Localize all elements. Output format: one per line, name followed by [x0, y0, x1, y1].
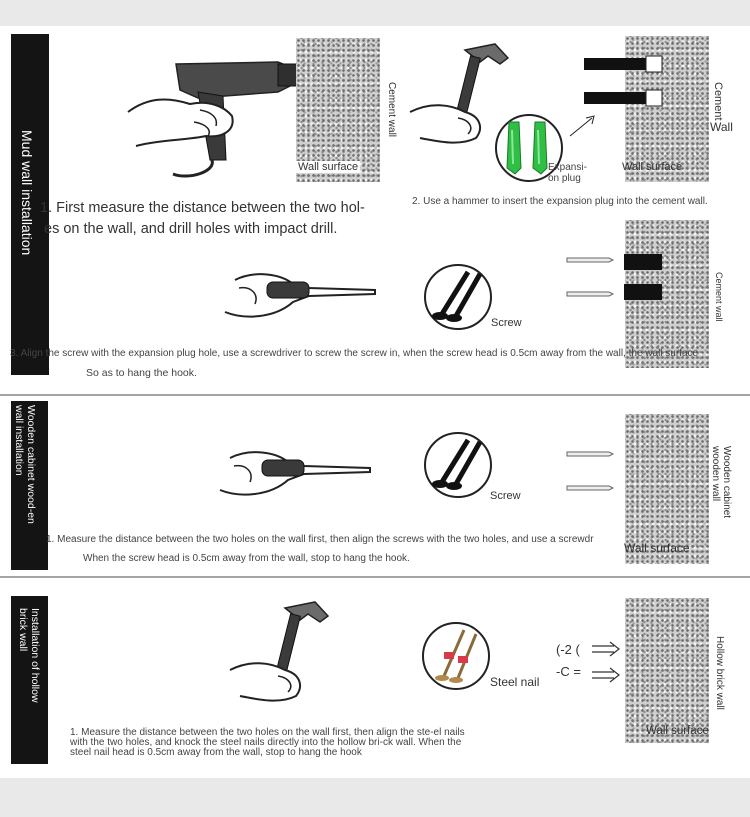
section2-caption2: When the screw head is 0.5cm away from the wall, stop to hang the hook.: [83, 553, 410, 564]
section2-wall-label: Wooden cabinet wooden wall: [710, 446, 732, 519]
screw-side-illustration-2: [565, 446, 615, 496]
section-divider-1: [0, 394, 750, 396]
section2-sidebar-title: Wooden cabinet wood-en wall installation: [13, 405, 37, 524]
hammer-illustration-2: [230, 600, 340, 710]
section3-nail-label: Steel nail: [490, 675, 540, 689]
section3-sidebar-title: Installation of hollow brick wall: [17, 608, 41, 703]
plug-label: Expansi- on plug: [548, 162, 587, 184]
hollow-brick-wall: [625, 598, 709, 743]
section-divider-2: [0, 576, 750, 578]
top-band: [0, 0, 750, 26]
step3-screw-label: Screw: [491, 317, 522, 329]
screwdriver-illustration-2: [210, 436, 375, 508]
steel-nail-icon: [422, 622, 492, 690]
section2-caption1: 1. Measure the distance between the two holes on the wall first, then align the screws with the two holes, and use a screwdr: [46, 534, 594, 545]
section3-wall-label: Hollow brick wall: [714, 636, 725, 710]
plug-holes-illustration: [582, 52, 664, 112]
section3-arrow2-label: -C =: [556, 664, 581, 679]
step2-caption: 2. Use a hammer to insert the expansion plug into the cement wall.: [412, 196, 708, 207]
arrow-icon: [568, 112, 598, 138]
screwdriver-illustration: [215, 258, 380, 330]
bottom-band: [0, 778, 750, 817]
section2-screw-label: Screw: [490, 490, 521, 502]
step1-caption-line1: 1. First measure the distance between the two hol-: [40, 200, 365, 216]
section2-surface-label: Wall surface: [624, 541, 690, 555]
step1-caption-line2: es on the wall, and drill holes with impact drill.: [44, 221, 338, 237]
section3-sidebar: [11, 596, 48, 764]
plug-holes-illustration-2: [622, 252, 664, 304]
screw-side-illustration: [565, 252, 615, 302]
arrow-right-icon: [592, 642, 620, 656]
section2-sidebar: [11, 401, 48, 570]
step3-wall-label: Cement wall: [714, 272, 724, 322]
step1-surface-label: Wall surface: [298, 161, 359, 173]
step2-wall-label-b: Wall: [710, 120, 733, 134]
screw-icon: [424, 264, 494, 330]
step3-caption2: So as to hang the hook.: [86, 367, 197, 379]
section3-surface-label: Wall surface: [646, 725, 709, 737]
section3-caption: 1. Measure the distance between the two holes on the wall first, then align the ste-el nails with the two holes, and knock the steel nails directly into the hollow bri-ck wall. When the steel nail head is 0.5cm away from the wall, stop to hang the hook: [70, 727, 465, 758]
step2-wall-label-a: Cement: [712, 82, 724, 121]
arrow-right-icon-2: [592, 668, 620, 682]
screw-icon-2: [424, 432, 494, 498]
section1-sidebar-title: Mud wall installation: [19, 130, 35, 256]
step1-wall-label: Cement wall: [386, 82, 397, 138]
step3-caption: 3. Align the screw with the expansion plug hole, use a screwdriver to screw the screw in, when the screw head is 0.5cm away from the wall, the wall surface: [10, 348, 699, 359]
section3-arrow1-label: (-2 (: [556, 642, 580, 657]
step2-surface-label: Wall surface: [622, 161, 683, 173]
